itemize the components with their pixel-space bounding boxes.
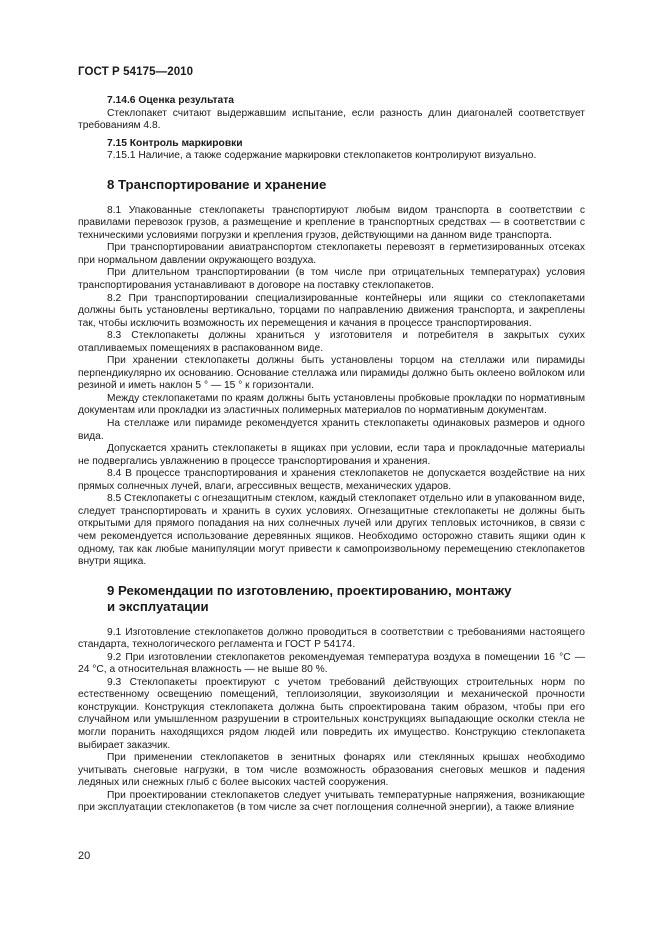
paragraph: 9.1 Изготовление стеклопакетов должно проводиться в соответствии с требованиями настоящего стандарта, технологического регламента и ГОСТ Р 54174. [78,626,585,651]
paragraph: При применении стеклопакетов в зенитных фонарях или стеклянных крышах необходимо учитывать снеговые нагрузки, в том числе возможность образования снеговых мешков и падения ледяных или снежных глыб с более высоких частей сооружения. [78,752,585,789]
paragraph: При транспортировании авиатранспортом стеклопакеты перевозят в герметизированных отсеках при нормальном давлении окружающего воздуха. [78,242,585,266]
paragraph: Стеклопакет считают выдержавшим испытание, если разность длин диагоналей соответствует требованиям 4.8. [78,107,585,132]
document-header: ГОСТ Р 54175—2010 [78,66,194,78]
section-heading-9-line1: 9 Рекомендации по изготовлению, проектированию, монтажу [107,582,512,598]
paragraph: 8.4 В процессе транспортирования и хранения стеклопакетов не допускается воздействие на них прямых солнечных лучей, влаги, агрессивных веществ, механических ударов. [78,468,585,492]
paragraph: 8.5 Стеклопакеты с огнезащитным стеклом, каждый стеклопакет отдельно или в упакованном виде, следует транспортировать и хранить в сухих условиях. Огнезащитные стеклопакеты не должны быть открытыми для прямого попадания на них солнечных лучей или других тепловых источников, в связи с чем рекомендуется использование деревянных ящиков. Необходимо осторожно ставить ящики один к одному, так как любые манипуляции могут привести к самопроизвольному перемещению стеклопакетов внутри ящика. [78,493,585,568]
paragraph: При длительном транспортировании (в том числе при отрицательных температурах) условия транспортирования устанавливают в договоре на поставку стеклопакетов. [78,267,585,292]
paragraph: При хранении стеклопакеты должны быть установлены торцом на стеллажи или пирамиды перпендикулярно их основанию. Основание стеллажа или пирамиды должно быть оклеено войлоком или резиной и иметь наклон 5 ° — 15 ° к горизонтали. [78,355,585,392]
paragraph: 9.3 Стеклопакеты проектируют с учетом требований действующих строительных норм по естественному освещению помещений, теплоизоляции, звукоизоляции и механической прочности конструкции. Конструкция стеклопакета должна быть спроектирована таким образом, чтобы при его случайном или умышленном разрушении в строительных конструкциях выпадающие осколки стекла не могли поранить находящихся рядом людей или повредить их имущество. Конструкцию стеклопакета выбирает заказчик. [78,676,585,751]
paragraph: 8.2 При транспортировании специализированные контейнеры или ящики со стеклопакетами должны быть установлены вертикально, торцами по направлению движения транспорта, и закреплены так, чтобы исключить возможность их перемещения и качания в процессе транспортирования. [78,292,585,329]
page-content [78,95,585,815]
paragraph: Между стеклопакетами по краям должны быть установлены пробковые прокладки по нормативным документам или прокладки из эластичных полимерных материалов по нормативным документам. [78,392,585,417]
paragraph: На стеллаже или пирамиде рекомендуется хранить стеклопакеты одинаковых размеров и одного вида. [78,418,585,442]
section-heading-8: 8 Транспортирование и хранение [107,176,327,192]
section-heading-9-line2: и эксплуатации [107,598,209,614]
subsection-heading-7-15: 7.15 Контроль маркировки [107,137,243,149]
paragraph: 7.15.1 Наличие, а также содержание маркировки стеклопакетов контролируют визуально. [107,150,537,162]
paragraph: 8.1 Упакованные стеклопакеты транспортируют любым видом транспорта в соответствии с правилами перевозок грузов, а размещение и крепление в транспортных средствах — в соответствии с техническими условиями погрузки и крепления грузов, действующими на данном виде транспорта. [78,204,585,241]
paragraph: 8.3 Стеклопакеты должны храниться у изготовителя и потребителя в закрытых сухих отапливаемых помещениях в распакованном виде. [78,330,585,354]
paragraph: Допускается хранить стеклопакеты в ящиках при условии, если тара и прокладочные материалы не подвергались увлажнению в процессе транспортирования и хранения. [78,443,585,467]
paragraph: 9.2 При изготовлении стеклопакетов рекомендуемая температура воздуха в помещении 16 °С — 24 °С, а относительная влажность — не выше 80 %. [78,651,585,676]
section-heading-9 [78,583,585,615]
subsection-heading-7-14-6: 7.14.6 Оценка результата [107,95,234,106]
page-number: 20 [78,850,91,862]
paragraph: При проектировании стеклопакетов следует учитывать температурные напряжения, возникающие при эксплуатации стеклопакетов (в том числе за счет поглощения солнечной энергии), а также влияние [78,789,585,814]
